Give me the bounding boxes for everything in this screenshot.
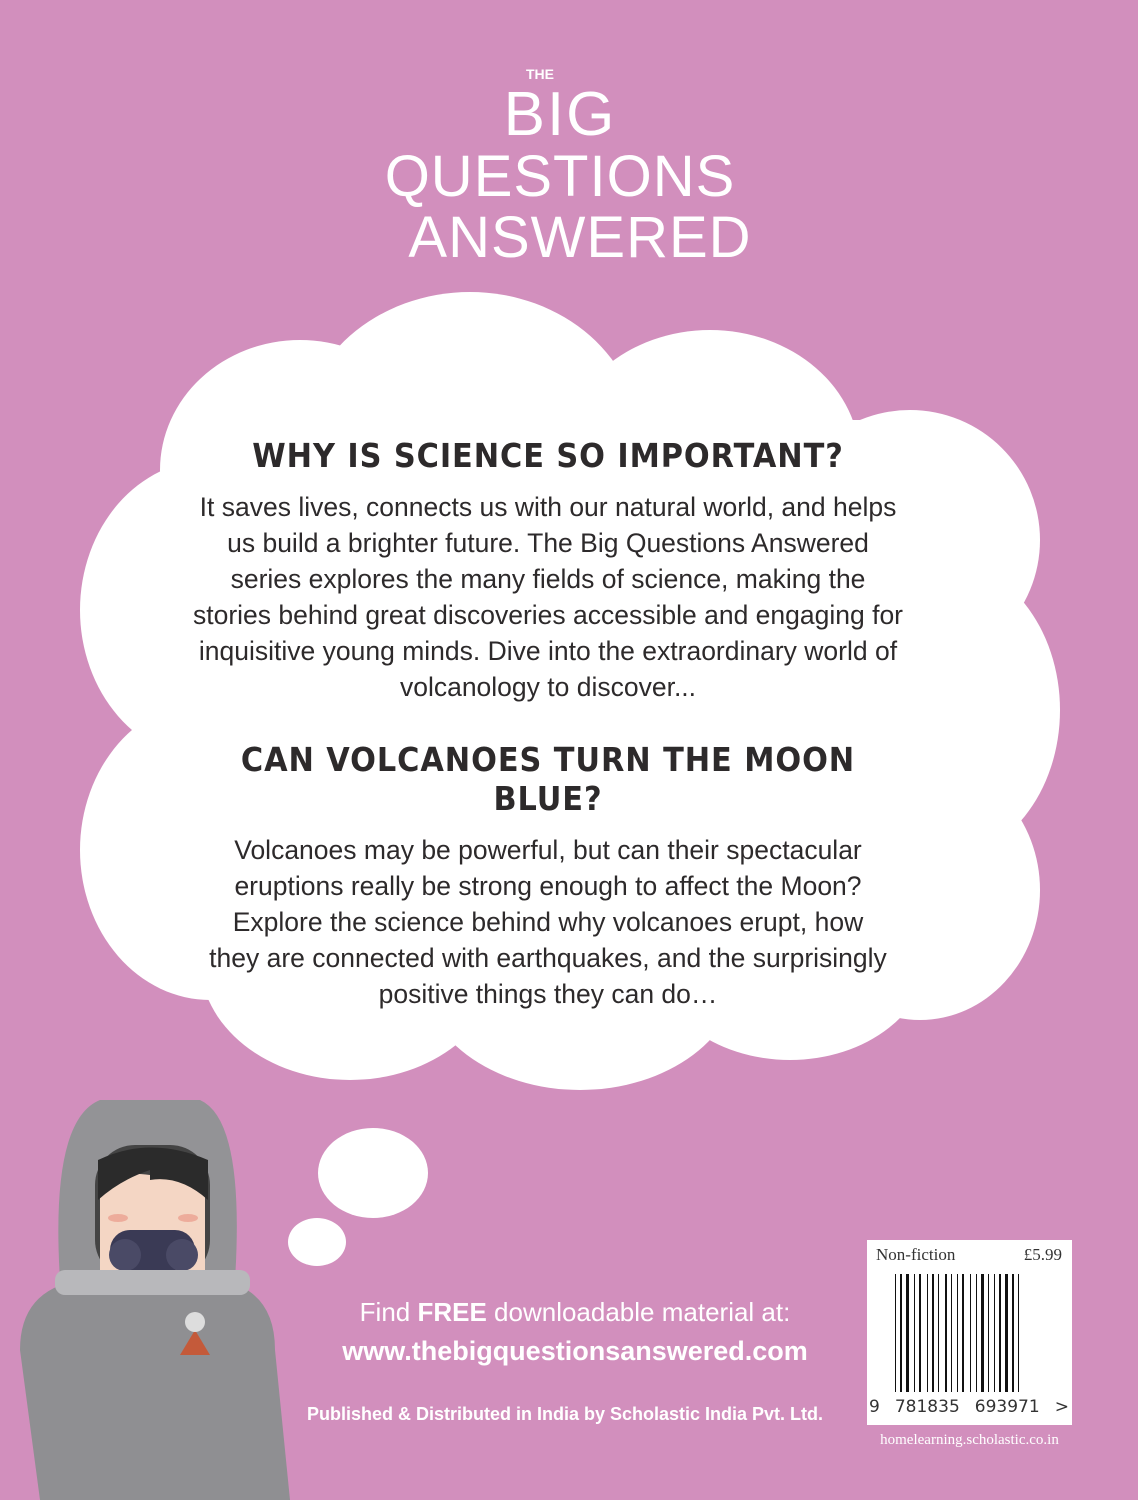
section-why-science [150,436,946,705]
barcode-bar [936,1274,937,1392]
heading-volcanoes: CAN VOLCANOES TURN THE MOON BLUE? [240,740,856,818]
barcode-bar [932,1274,934,1392]
barcode-bar [938,1274,939,1392]
barcode-bar [1012,1274,1014,1392]
barcode-bar [914,1274,915,1392]
logo-questions: QUESTIONS [384,144,736,210]
isbn-lead: 9 [869,1397,880,1417]
body-line: series explores the many fields of science, making the [230,564,866,594]
body-line: eruptions really be strong enough to affect the Moon? [234,871,862,901]
barcode-bar [895,1274,896,1392]
promo-prefix: Find [359,1297,418,1327]
isbn-b: 693971 [974,1397,1040,1417]
barcode-bar [954,1274,956,1392]
free-material-text [290,1296,860,1328]
barcode-bar [960,1274,961,1392]
barcode-bar [904,1274,905,1392]
logo-the: THE [526,66,554,82]
barcode-bar [979,1274,980,1392]
barcode-bar [994,1274,995,1392]
barcode-bar [1010,1274,1011,1392]
body-line: us build a brighter future. The Big Questions Answered [227,528,869,558]
barcode-bar [966,1274,969,1392]
barcode-bar [986,1274,987,1392]
publisher-text: Published & Distributed in India by Scholastic India Pvt. Ltd. [306,1404,824,1424]
website-link[interactable]: www.thebigquestionsanswered.com [342,1336,808,1366]
barcode-box [867,1240,1072,1425]
barcode-bar [997,1274,998,1392]
barcode-bar [1016,1274,1017,1392]
barcode-bar [917,1274,918,1392]
section2-body [150,832,946,1012]
body-line: positive things they can do… [378,979,718,1009]
barcode-bar [981,1274,984,1392]
barcode-bar [919,1274,921,1392]
barcode-bar [957,1274,958,1392]
barcode-bar [970,1274,971,1392]
isbn-a: 781835 [894,1397,960,1417]
barcode-bar [930,1274,931,1392]
body-line: It saves lives, connects us with our natural world, and helps [199,492,897,522]
barcode-bar [976,1274,977,1392]
barcode-bars [895,1274,1065,1392]
body-line: they are connected with earthquakes, and the surprisingly [209,943,887,973]
isbn-number [869,1396,1069,1418]
barcode-bar [973,1274,975,1392]
body-line: Volcanoes may be powerful, but can their spectacular [234,835,862,865]
body-line: volcanology to discover... [399,672,697,702]
isbn-arrow: > [1054,1397,1069,1417]
barcode-bar [1005,1274,1008,1392]
section1-body [150,489,946,705]
barcode-bar [906,1274,909,1392]
barcode-bar [927,1274,928,1392]
barcode-bar [962,1274,964,1392]
heading-why-science: WHY IS SCIENCE SO IMPORTANT? [252,436,844,475]
logo-big: BIG [503,80,617,149]
barcode-bar [923,1274,926,1392]
barcode-bar [911,1274,913,1392]
barcode-bar [898,1274,899,1392]
barcode-bar [1018,1274,1019,1392]
barcode-bar [945,1274,947,1392]
body-line: stories behind great discoveries accessible and engaging for [192,600,904,630]
logo-answered: ANSWERED [408,204,752,270]
barcode-bar [951,1274,952,1392]
barcode-bar [900,1274,902,1392]
promo-suffix: downloadable material at: [486,1297,791,1327]
category-label: Non-fiction [876,1245,956,1264]
promo-free: FREE [417,1297,487,1327]
barcode-bar [991,1274,993,1392]
section-volcanoes [150,740,946,1012]
scholastic-site[interactable]: homelearning.scholastic.co.in [880,1432,1059,1448]
barcode-bar [1021,1274,1022,1392]
body-line: inquisitive young minds. Dive into the extraordinary world of [198,636,898,666]
barcode-bar [988,1274,989,1392]
barcode-bar [941,1274,944,1392]
barcode-bar [999,1274,1001,1392]
barcode-bar [1003,1274,1004,1392]
body-line: Explore the science behind why volcanoes erupt, how [232,907,864,937]
price-label: £5.99 [1023,1245,1062,1264]
barcode-bar [949,1274,950,1392]
volcanologist-illustration [0,1090,300,1500]
